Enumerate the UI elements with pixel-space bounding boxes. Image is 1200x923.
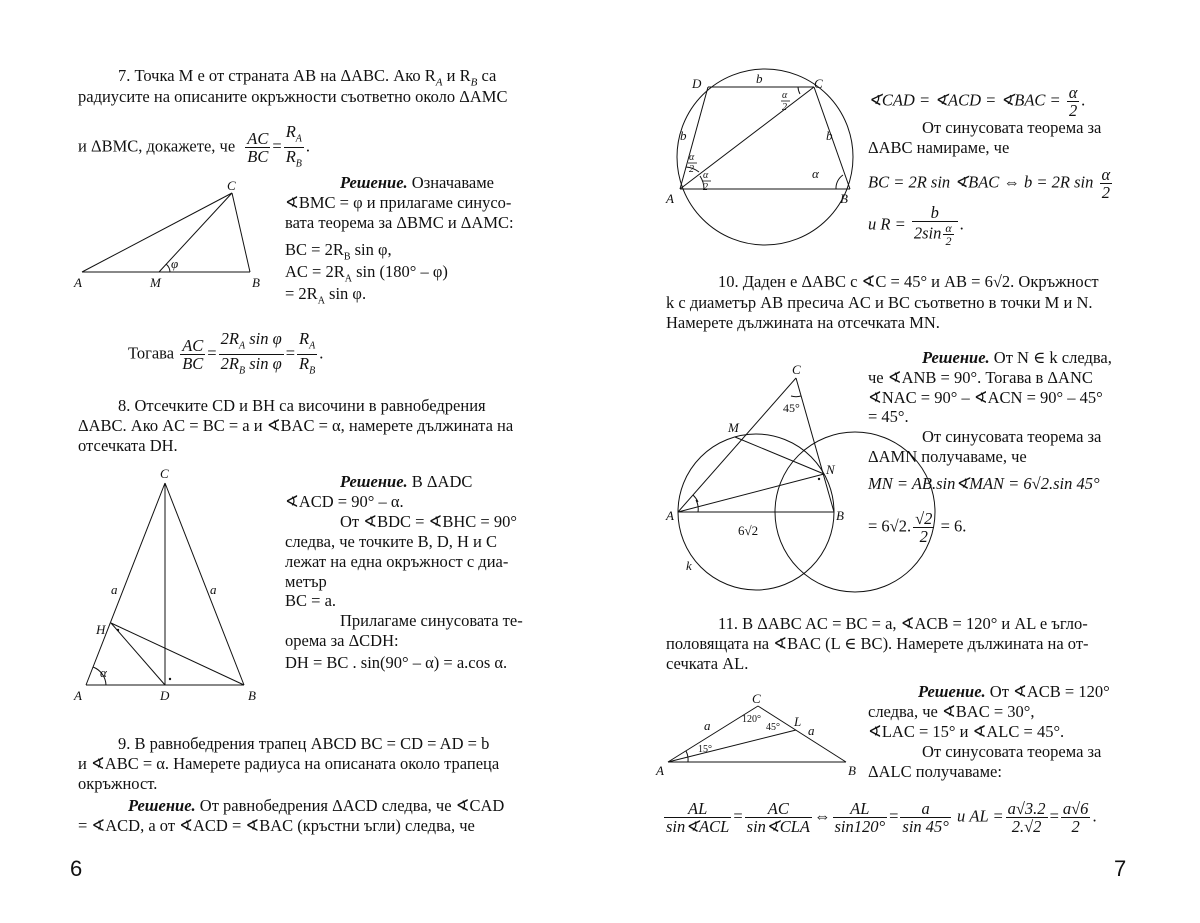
fig9-label-b-top: b <box>756 71 763 86</box>
fig8-label-alpha: α <box>100 665 107 680</box>
p9-text-2: ΔABC намираме, че <box>868 138 1010 157</box>
problem-11-line-2: половящата на ∢BAC (L ∈ BC). Намерете дължината на от- <box>666 634 1089 653</box>
fig9-label-b-left: b <box>680 128 687 143</box>
svg-text:α: α <box>689 152 695 163</box>
p8-solution-5: лежат на една окръжност с диа- <box>285 552 509 571</box>
fig9-label-C: C <box>814 76 823 91</box>
p11-solution-1: Решение. От ∢ACB = 120° <box>918 682 1110 701</box>
fig7-label-A: A <box>74 275 82 290</box>
p10-solution-6: ΔAMN получаваме, че <box>868 447 1027 466</box>
p11-solution-4: От синусовата теорема за <box>922 742 1102 761</box>
fig11-label-A: A <box>656 763 664 778</box>
fig7-label-phi: φ <box>171 256 179 271</box>
problem-10-line-1: 10. Даден е ΔABC с ∢C = 45° и AB = 6√2. Окръжност <box>718 272 1099 291</box>
fig9-label-D: D <box>692 76 702 91</box>
fig7-label-M: M <box>150 275 161 290</box>
p8-solution-3: От ∢BDC = ∢BHC = 90° <box>340 512 517 531</box>
fig8-label-C: C <box>160 466 169 481</box>
svg-text:2: 2 <box>689 164 694 175</box>
problem-10-line-2: k с диаметър AB пресича AC и BC съответно в точки M и N. <box>666 293 1093 312</box>
problem-11-line-3: сечката AL. <box>666 654 749 673</box>
problem-10-line-3: Намерете дължината на отсечката MN. <box>666 313 940 332</box>
p7-solution-1: Решение. Означаваме <box>340 173 495 192</box>
svg-text:α: α <box>703 170 709 181</box>
problem-8-line-2: ΔABC. Ако AC = BC = a и ∢BAC = α, намерете дължината на <box>78 416 514 435</box>
p10-solution-1: Решение. От N ∈ k следва, <box>922 348 1112 367</box>
fig11-label-B: B <box>848 763 856 778</box>
problem-8-line-3: отсечката DH. <box>78 436 178 455</box>
p10-solution-5: От синусовата теорема за <box>922 427 1102 446</box>
p11-final-equation: $\frac{AL}{\text{sin∢ACL}}$ = $\frac{AC}{\text{sin∢CLA}}$ ⇔ $\frac{AL}{\sin 120^\circ}$ = $\frac{a}{\sin 45^\circ}$ и AL = $\frac{a√3.2}{2.√2}$ = $\frac{a√6}{2}$ . <box>666 799 1097 836</box>
p7-solution-2: ∢BMC = φ и прилагаме синусо- <box>285 193 512 212</box>
p10-solution-4: = 45°. <box>868 407 909 426</box>
fig9-label-b-right: b <box>826 128 833 143</box>
p7-eq-3: = $2R_A$ sin φ. <box>285 284 367 307</box>
fig11-label-C: C <box>752 691 761 706</box>
problem-11-line-1: 11. В ΔABC AC = BC = a, ∢ACB = 120° и AL е ъгло- <box>718 614 1088 633</box>
p9-eq-3: и R = b 2sin $\frac{\alpha}{2}$ . <box>868 203 964 248</box>
fig10-label-C: C <box>792 362 801 377</box>
page-number-left: 6 <box>70 856 83 881</box>
problem-9-line-3: окръжност. <box>78 774 158 793</box>
p8-solution-9: орема за ΔCDH: <box>285 631 399 650</box>
problem-7-line-1: 7. Точка M е от страната AB на ΔABC. Ако $R_A$ и $R_B$ са <box>118 66 497 89</box>
fig8-label-D: D <box>160 688 170 703</box>
problem-8-line-1: 8. Отсечките CD и BH са височини в равнобедрения <box>118 396 486 415</box>
fig7-label-C: C <box>227 178 236 193</box>
p8-solution-2: ∢ACD = 90° – α. <box>285 492 404 511</box>
problem-9-line-2: и ∢ABC = α. Намерете радиуса на описаната около трапеца <box>78 754 500 773</box>
svg-text:120°: 120° <box>742 714 761 725</box>
fig11-label-a-left: a <box>704 718 711 733</box>
svg-text:2: 2 <box>703 182 708 193</box>
p7-eq-1: BC = $2R_B$ sin φ, <box>285 240 392 263</box>
p8-solution-4: следва, че точките B, D, H и C <box>285 532 497 551</box>
p8-solution-10: DH = BC . sin(90° – α) = a.cos α. <box>285 653 508 672</box>
problem-9-line-4: Решение. От равнобедрения ΔACD следва, че ∢CAD <box>128 796 505 815</box>
p8-solution-8: Прилагаме синусовата те- <box>340 611 523 630</box>
p11-solution-5: ΔALC получаваме: <box>868 762 1002 781</box>
p7-solution-3: вата теорема за ΔBMC и ΔAMC: <box>285 213 514 232</box>
problem-9-line-1: 9. В равнобедрения трапец ABCD BC = CD = AD = b <box>118 734 490 753</box>
fig8-label-a-left: a <box>111 582 118 597</box>
fig10-label-B: B <box>836 508 844 523</box>
svg-text:2: 2 <box>782 102 787 113</box>
fig8-label-H: H <box>96 622 106 637</box>
p10-solution-2: че ∢ANB = 90°. Тогава в ΔANC <box>868 368 1093 387</box>
p8-solution-1: Решение. В ΔADC <box>340 472 473 491</box>
p11-solution-3: ∢LAC = 15° и ∢ALC = 45°. <box>868 722 1065 741</box>
fig8-label-A: A <box>74 688 82 703</box>
p7-eq-2: AC = $2R_A$ sin (180° – φ) <box>285 262 448 285</box>
fig10-label-M: M <box>728 420 739 435</box>
p11-solution-2: следва, че ∢BAC = 30°, <box>868 702 1035 721</box>
p8-solution-6: метър <box>285 572 327 591</box>
page-number-right: 7 <box>1114 856 1127 881</box>
svg-text:45°: 45° <box>766 722 780 733</box>
p10-solution-7: MN = AB.sin∢MAN = 6√2.sin 45° <box>868 474 1100 493</box>
fig9-label-A: A <box>666 191 674 206</box>
p9-eq-2: BC = 2R sin ∢BAC ⇔ b = 2R sin $\frac{\alpha}{2}$ <box>868 165 1111 202</box>
p10-solution-8: = 6√2. $\frac{√2}{2}$ = 6. <box>868 509 967 546</box>
fig10-label-45: 45° <box>783 401 800 415</box>
fig10-label-A: A <box>666 508 674 523</box>
p9-eq-1: ∢CAD = ∢ACD = ∢BAC = $\frac{\alpha}{2}$ . <box>868 83 1086 120</box>
p8-solution-7: BC = a. <box>285 591 337 610</box>
fig8-label-a-right: a <box>210 582 217 597</box>
p7-conclusion: Тогава $\frac{AC}{BC}$ = $\frac{2R_A \sin \varphi}{2R_B \sin \varphi}$ = $\frac{R_A}{R_B}$ . <box>128 329 324 377</box>
fig7-label-B: B <box>252 275 260 290</box>
svg-text:α: α <box>782 90 788 101</box>
fig8-label-B: B <box>248 688 256 703</box>
fig10-label-N: N <box>826 462 835 477</box>
problem-9-line-5: = ∢ACD, а от ∢ACD = ∢BAC (кръстни ъгли) следва, че <box>78 816 475 835</box>
problem-7-line-2: радиусите на описаните окръжности съответно около ΔAMC <box>78 87 508 106</box>
svg-text:15°: 15° <box>698 744 712 755</box>
fig9-label-B: B <box>840 191 848 206</box>
fig11-label-a-right: a <box>808 723 815 738</box>
p10-solution-3: ∢NAC = 90° – ∢ACN = 90° – 45° <box>868 388 1103 407</box>
right-page <box>600 0 1200 923</box>
problem-7-line-3: и ΔBMC, докажете, че $\frac{AC}{BC}$ = $\frac{R_A}{R_B}$ . <box>78 122 311 170</box>
figure-11 <box>600 0 1200 923</box>
fig10-label-ab: 6√2 <box>738 523 759 538</box>
fig10-label-k: k <box>686 558 692 573</box>
fig11-label-L: L <box>794 714 802 729</box>
fig9-label-alpha: α <box>812 166 819 181</box>
p9-text-1: От синусовата теорема за <box>922 118 1102 137</box>
